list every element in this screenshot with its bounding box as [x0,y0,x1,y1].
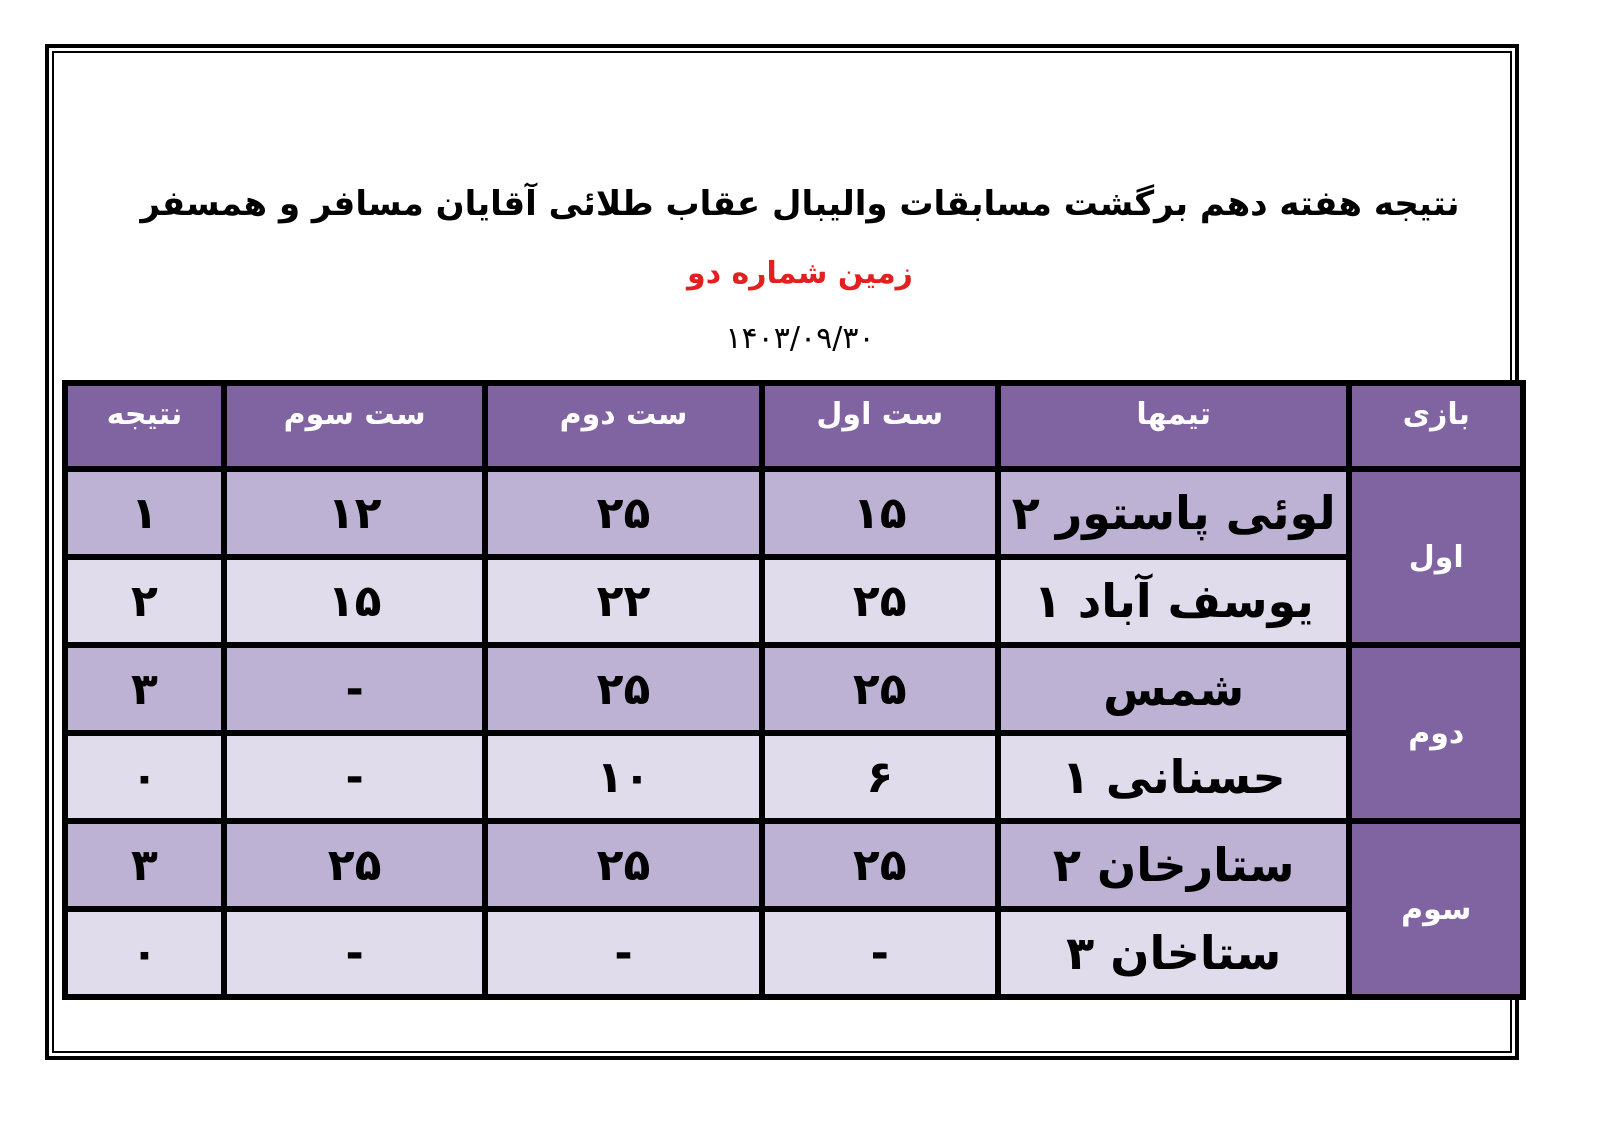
game-label: دوم [1352,648,1520,818]
set1-score: ۲۵ [765,824,995,906]
team-name: ستاخان ۳ [1001,912,1347,994]
table-row [68,472,1520,554]
game-label: اول [1352,472,1520,642]
set3-score: - [227,736,482,818]
column-header-teams: تیمها [1001,386,1347,466]
set3-score: - [227,912,482,994]
column-header-set3: ست سوم [227,386,482,466]
match-date: ۱۴۰۳/۰۹/۳۰ [725,321,875,356]
column-header-result: نتیجه [68,386,221,466]
result-score: ۳ [68,824,221,906]
table-row [68,736,1520,818]
table-row [68,560,1520,642]
set3-score: - [227,648,482,730]
team-name: ستارخان ۲ [1001,824,1347,906]
set3-score: ۲۵ [227,824,482,906]
set2-score: - [488,912,758,994]
result-score: ۱ [68,472,221,554]
set1-score: ۲۵ [765,648,995,730]
result-score: ۰ [68,736,221,818]
set1-score: ۱۵ [765,472,995,554]
court-subtitle: زمین شماره دو [687,256,913,291]
set3-score: ۱۲ [227,472,482,554]
game-label: سوم [1352,824,1520,994]
header-row [68,386,1520,466]
result-score: ۰ [68,912,221,994]
team-name: حسنانی ۱ [1001,736,1347,818]
set2-score: ۱۰ [488,736,758,818]
set3-score: ۱۵ [227,560,482,642]
set2-score: ۲۲ [488,560,758,642]
result-score: ۳ [68,648,221,730]
column-header-game: بازی [1352,386,1520,466]
set2-score: ۲۵ [488,648,758,730]
table-row [68,648,1520,730]
table-row [68,824,1520,906]
set1-score: - [765,912,995,994]
column-header-set1: ست اول [765,386,995,466]
set1-score: ۲۵ [765,560,995,642]
team-name: لوئی پاستور ۲ [1001,472,1347,554]
team-name: شمس [1001,648,1347,730]
set2-score: ۲۵ [488,472,758,554]
set2-score: ۲۵ [488,824,758,906]
document-title: نتیجه هفته دهم برگشت مسابقات والیبال عقاب طلائی آقایان مسافر و همسفر [140,184,1460,224]
column-header-set2: ست دوم [488,386,758,466]
table-row [68,912,1520,994]
result-score: ۲ [68,560,221,642]
results-table [62,380,1526,1000]
set1-score: ۶ [765,736,995,818]
team-name: یوسف آباد ۱ [1001,560,1347,642]
